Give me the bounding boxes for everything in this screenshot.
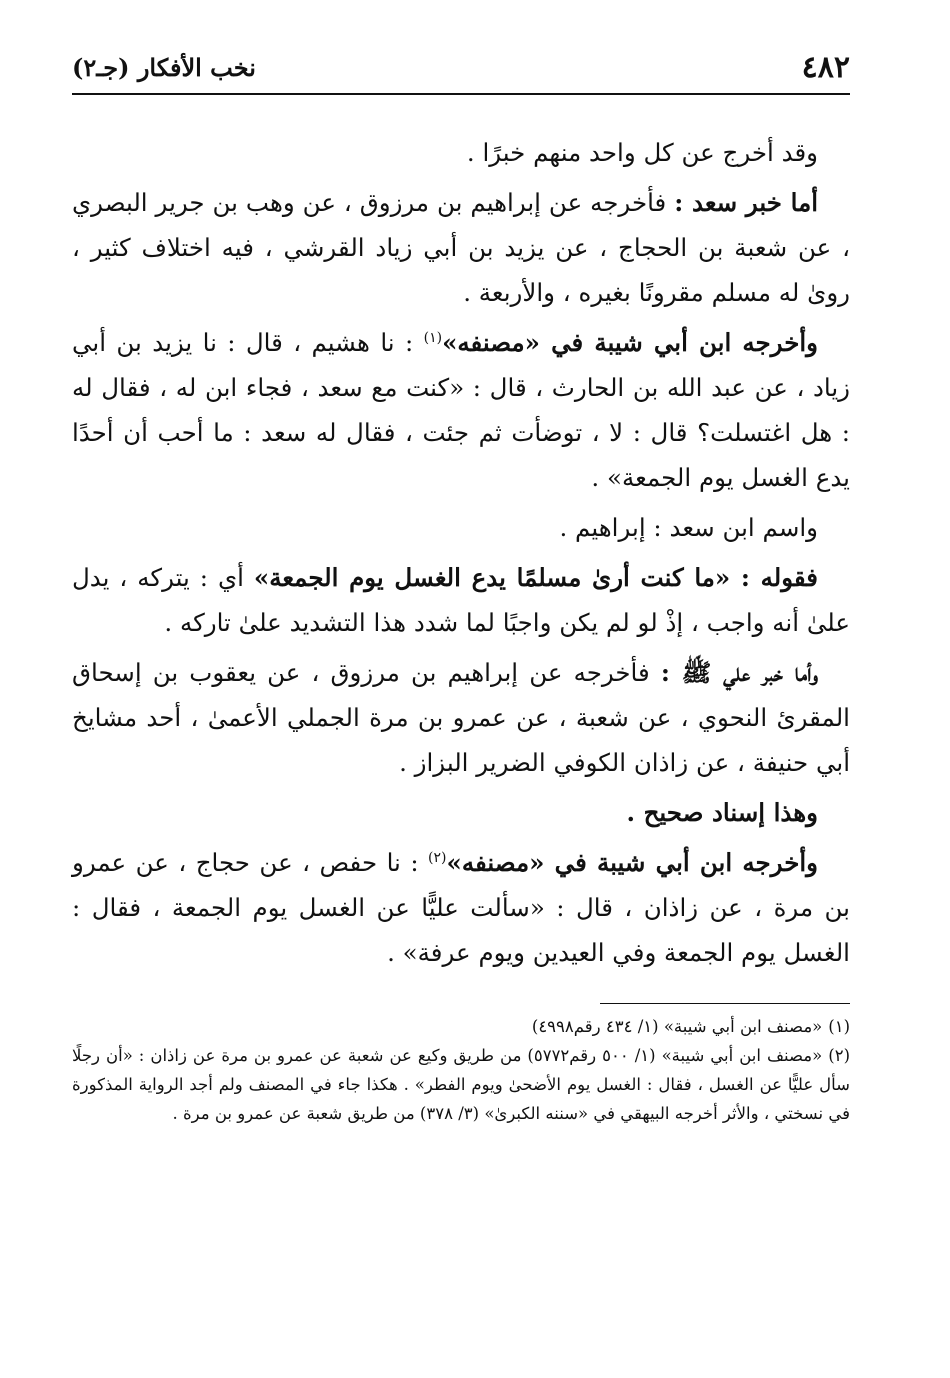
paragraph-lead: وهذا إسناد صحيح . [626, 798, 818, 827]
paragraph [72, 505, 850, 550]
body-text [72, 130, 850, 975]
running-title: نخب الأفكار (جـ٢) [72, 53, 256, 82]
paragraph [72, 555, 850, 645]
paragraph-text: : نا هشيم ، قال : نا يزيد بن أبي زياد ، عن عبد الله بن الحارث ، قال : «كنت مع سعد ، فجاء ابن له ، فقال له : هل اغتسلت؟ قال : لا ، توضأت ثم جئت ، فقال له سعد : ما أحب أن أحدًا يدع الغسل يوم الجمعة» . [72, 328, 850, 492]
paragraph [72, 650, 850, 785]
paragraph [72, 130, 850, 175]
paragraph [72, 790, 850, 835]
paragraph-lead: أما خبر سعد : [674, 188, 819, 217]
page-number: ٤٨٢ [801, 50, 850, 85]
header-rule [72, 93, 850, 95]
running-header [72, 50, 850, 92]
footnote-text: «مصنف ابن أبي شيبة» (١/ ٥٠٠ رقم٥٧٧٢) من طريق وكيع عن شعبة عن عمرو بن مرة عن زاذان : «أن رجلًا سأل عليًّا عن الغسل ، فقال : الغسل يوم الأضحىٰ ويوم الفطر» . هكذا جاء في المصنف ولم أجد الرواية المذكورة في نسختي ، والأثر أخرجه البيهقي في «سننه الكبرىٰ» (٣/ ٣٧٨) من طريق شعبة عن عمرو بن مرة . [72, 1046, 850, 1123]
footnote [72, 1012, 850, 1041]
paragraph-text: فأخرجه عن إبراهيم بن مرزوق ، عن يعقوب بن إسحاق المقرئ النحوي ، عن شعبة ، عن عمرو بن مرة الجملي الأعمىٰ ، أحد مشايخ أبي حنيفة ، عن زاذان الكوفي الضرير البزاز . [72, 658, 850, 777]
footnotes [72, 1012, 850, 1128]
footnote-number: (٢) [828, 1046, 850, 1065]
paragraph-lead: وأما خبر علي ﷺ : [660, 658, 819, 687]
footnote-ref: (٢) [428, 849, 447, 866]
paragraph-lead: وأخرجه ابن أبي شيبة في «مصنفه» [446, 848, 818, 877]
paragraph-text: فأخرجه عن إبراهيم بن مرزوق ، عن وهب بن جرير البصري ، عن شعبة بن الحجاج ، عن يزيد بن أبي زياد القرشي ، فيه اختلاف كثير ، روىٰ له مسلم مقرونًا بغيره ، والأربعة . [72, 188, 850, 307]
footnote [72, 1041, 850, 1128]
paragraph [72, 840, 850, 975]
paragraph-text: أي : يتركه ، يدل علىٰ أنه واجب ، إذْ لو لم يكن واجبًا لما شدد هذا التشديد علىٰ تاركه . [72, 563, 850, 637]
footnote-number: (١) [828, 1017, 850, 1036]
footnote-rule [600, 1003, 850, 1004]
paragraph-text: وقد أخرج عن كل واحد منهم خبرًا . [466, 138, 818, 167]
paragraph-lead: وأخرجه ابن أبي شيبة في «مصنفه» [442, 328, 818, 357]
paragraph-lead: فقوله : «ما كنت أرىٰ مسلمًا يدع الغسل يوم الجمعة» [253, 563, 818, 592]
paragraph [72, 320, 850, 500]
paragraph-text: : نا حفص ، عن حجاج ، عن عمرو بن مرة ، عن زاذان ، قال : «سألت عليًّا عن الغسل يوم الجمعة ، فقال : الغسل يوم الجمعة وفي العيدين ويوم عرفة» . [72, 848, 850, 967]
paragraph-text: واسم ابن سعد : إبراهيم . [559, 513, 818, 542]
footnote-text: «مصنف ابن أبي شيبة» (١/ ٤٣٤ رقم٤٩٩٨) [531, 1017, 823, 1036]
footnote-ref: (١) [423, 329, 443, 346]
paragraph [72, 180, 850, 315]
book-page [72, 50, 850, 1128]
